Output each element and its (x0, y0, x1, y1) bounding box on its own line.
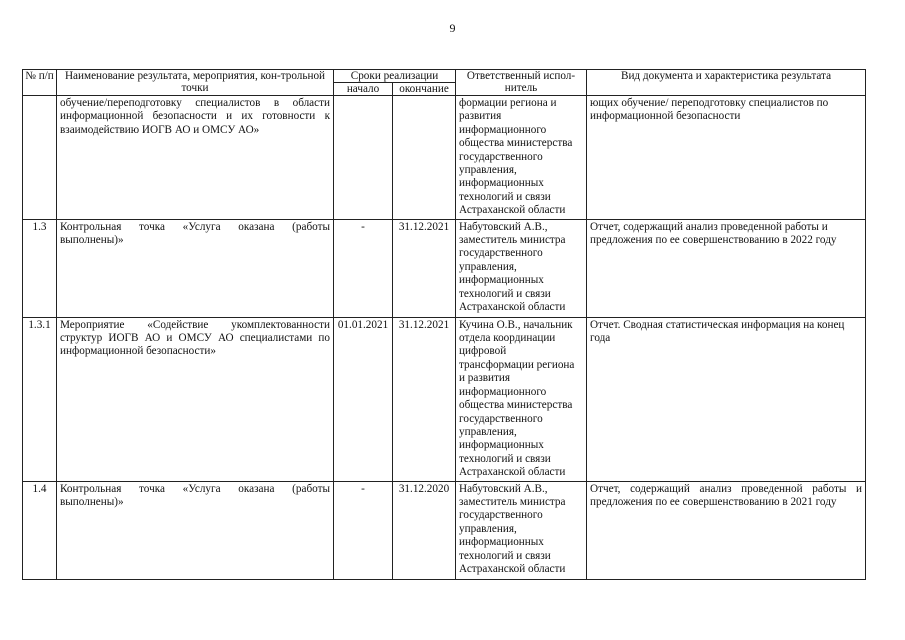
row-start: - (334, 481, 393, 579)
header-end: окончание (393, 83, 456, 96)
table-row (23, 96, 866, 220)
row-responsible: Набутовский А.В., заместитель министра государственного управления, информационных технологий и связи Астраханской области (456, 481, 587, 579)
row-doc-type: Отчет, содержащий анализ проведенной работы и предложения по ее совершенствованию в 2022 году (587, 219, 866, 317)
table-row (23, 219, 866, 317)
header-responsible: Ответственный испол-нитель (456, 70, 587, 96)
row-doc-type: Отчет, содержащий анализ проведенной работы и предложения по ее совершенствованию в 2021 году (587, 481, 866, 579)
row-end: 31.12.2021 (393, 317, 456, 481)
page-number: 9 (449, 21, 456, 35)
table-row (23, 481, 866, 579)
header-doc-type: Вид документа и характеристика результата (587, 70, 866, 96)
row-responsible: формации региона и развития информационного общества министерства государственного управления, информационных технологий и связи Астраханской области (456, 96, 587, 220)
row-start: - (334, 219, 393, 317)
row-name: Мероприятие «Содействие укомплектованности структур ИОГВ АО и ОМСУ АО специалистами по информационной безопасности» (57, 317, 334, 481)
header-period: Сроки реализации (334, 70, 456, 83)
row-name: обучение/переподготовку специалистов в области информационной безопасности и их готовности к взаимодействию ИОГВ АО и ОМСУ АО» (57, 96, 334, 220)
row-num: 1.3.1 (23, 317, 57, 481)
row-name: Контрольная точка «Услуга оказана (работы выполнены)» (57, 219, 334, 317)
row-num: 1.4 (23, 481, 57, 579)
header-row (23, 70, 866, 83)
row-doc-type: Отчет. Сводная статистическая информация на конец года (587, 317, 866, 481)
row-end (393, 96, 456, 220)
row-name: Контрольная точка «Услуга оказана (работы выполнены)» (57, 481, 334, 579)
table-row (23, 317, 866, 481)
results-table (22, 69, 866, 580)
row-doc-type: ющих обучение/ переподготовку специалистов по информационной безопасности (587, 96, 866, 220)
header-num: № п/п (23, 70, 57, 96)
row-end: 31.12.2020 (393, 481, 456, 579)
row-responsible: Кучина О.В., начальник отдела координации цифровой трансформации региона и развития информационного общества министерства государственного управления, информационных технологий и связи Астраханской области (456, 317, 587, 481)
row-start (334, 96, 393, 220)
row-num: 1.3 (23, 219, 57, 317)
row-start: 01.01.2021 (334, 317, 393, 481)
row-responsible: Набутовский А.В., заместитель министра государственного управления, информационных технологий и связи Астраханской области (456, 219, 587, 317)
header-name: Наименование результата, мероприятия, кон-трольной точки (57, 70, 334, 96)
row-num (23, 96, 57, 220)
header-start: начало (334, 83, 393, 96)
row-end: 31.12.2021 (393, 219, 456, 317)
